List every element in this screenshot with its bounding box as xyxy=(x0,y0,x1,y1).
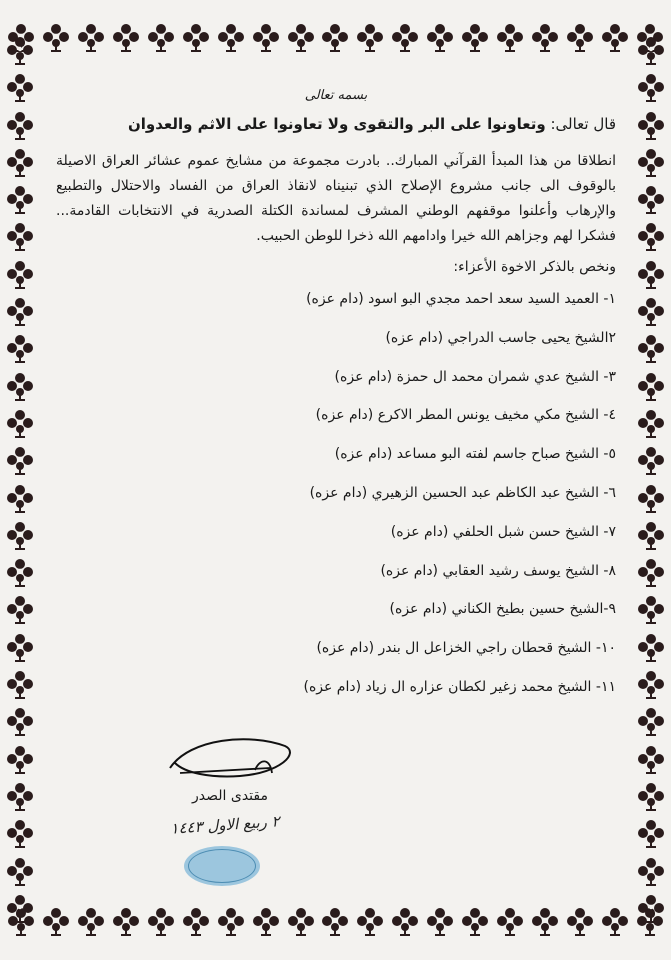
floral-ornament-icon xyxy=(5,409,35,439)
floral-ornament-icon xyxy=(5,745,35,775)
floral-ornament-icon xyxy=(111,23,141,53)
list-item: ٣- الشيخ عدي شمران محمد ال حمزة (دام عزه) xyxy=(334,368,616,385)
list-item: ٤- الشيخ مكي مخيف يونس المطر الاكرع (دام عزه) xyxy=(315,407,616,424)
floral-ornament-icon xyxy=(565,907,595,937)
floral-ornament-icon xyxy=(5,894,35,924)
floral-ornament-icon xyxy=(636,222,666,252)
floral-ornament-icon xyxy=(636,185,666,215)
floral-ornament-icon xyxy=(111,907,141,937)
floral-ornament-icon xyxy=(5,111,35,141)
floral-ornament-icon xyxy=(5,521,35,551)
floral-ornament-icon xyxy=(76,23,106,53)
verse-text: وتعاونوا على البر والتقوى ولا تعاونوا على الاثم والعدوان xyxy=(127,115,546,133)
floral-ornament-icon xyxy=(216,23,246,53)
floral-ornament-icon xyxy=(636,111,666,141)
floral-ornament-icon xyxy=(636,334,666,364)
floral-ornament-icon xyxy=(565,23,595,53)
floral-ornament-icon xyxy=(5,73,35,103)
floral-ornament-icon xyxy=(5,857,35,887)
floral-ornament-icon xyxy=(286,907,316,937)
floral-ornament-icon xyxy=(216,907,246,937)
signature-date: ٢ ربيع الاول ١٤٤٣ xyxy=(169,812,281,838)
floral-ornament-icon xyxy=(5,670,35,700)
floral-ornament-icon xyxy=(530,907,560,937)
floral-ornament-icon xyxy=(390,23,420,53)
floral-ornament-icon xyxy=(5,222,35,252)
list-item: ١١- الشيخ محمد زغير لكطان عزاره ال زياد (دام عزه) xyxy=(303,678,616,695)
seal-stamp xyxy=(184,846,260,886)
floral-ornament-icon xyxy=(286,23,316,53)
floral-ornament-icon xyxy=(636,372,666,402)
floral-ornament-icon xyxy=(5,148,35,178)
floral-ornament-icon xyxy=(636,595,666,625)
floral-ornament-icon xyxy=(5,36,35,66)
floral-ornament-icon xyxy=(636,745,666,775)
floral-ornament-icon xyxy=(636,409,666,439)
floral-ornament-icon xyxy=(425,23,455,53)
floral-ornament-icon xyxy=(5,260,35,290)
floral-ornament-icon xyxy=(600,907,630,937)
floral-ornament-icon xyxy=(5,558,35,588)
border-left xyxy=(0,30,40,930)
floral-ornament-icon xyxy=(251,907,281,937)
list-item: ٨- الشيخ يوسف رشيد العقابي (دام عزه) xyxy=(380,562,616,579)
seal-ring xyxy=(188,849,256,883)
floral-ornament-icon xyxy=(636,558,666,588)
handwritten-signature xyxy=(160,728,300,788)
floral-ornament-icon xyxy=(5,446,35,476)
quran-verse xyxy=(56,115,616,133)
list-item: ٥- الشيخ صباح جاسم لفته البو مساعد (دام عزه) xyxy=(334,446,616,463)
floral-ornament-icon xyxy=(636,260,666,290)
floral-ornament-icon xyxy=(636,297,666,327)
list-item: ٧- الشيخ حسن شبل الحلفي (دام عزه) xyxy=(390,523,616,540)
floral-ornament-icon xyxy=(460,23,490,53)
floral-ornament-icon xyxy=(355,907,385,937)
floral-ornament-icon xyxy=(495,907,525,937)
floral-ornament-icon xyxy=(636,521,666,551)
floral-ornament-icon xyxy=(636,894,666,924)
floral-ornament-icon xyxy=(41,23,71,53)
floral-ornament-icon xyxy=(181,907,211,937)
floral-ornament-icon xyxy=(425,907,455,937)
floral-ornament-icon xyxy=(600,23,630,53)
list-item: ١- العميد السيد سعد احمد مجدي البو اسود (دام عزه) xyxy=(306,291,616,307)
floral-ornament-icon xyxy=(355,23,385,53)
main-paragraph: انطلاقا من هذا المبدأ القرآني المبارك.. بادرت مجموعة من مشايخ عموم عشائر العراق الاصيلة بالوقوف الى جانب مشروع الإصلاح الذي تبنيناه لانقاذ العراق من الفساد والاحتلال والتطبيع والإرهاب وأعلنوا موقفهم الوطني المشرف لمساندة الكتلة الصدرية في الانتخابات القادمة... فشكرا لهم وجزاهم الله خيرا وادامهم الله ذخرا للوطن الحبيب. xyxy=(56,153,616,244)
border-bottom xyxy=(0,906,671,938)
floral-ornament-icon xyxy=(5,484,35,514)
floral-ornament-icon xyxy=(636,670,666,700)
floral-ornament-icon xyxy=(636,857,666,887)
floral-ornament-icon xyxy=(636,484,666,514)
floral-ornament-icon xyxy=(146,907,176,937)
floral-ornament-icon xyxy=(320,907,350,937)
floral-ornament-icon xyxy=(320,23,350,53)
floral-ornament-icon xyxy=(636,446,666,476)
floral-ornament-icon xyxy=(636,782,666,812)
floral-ornament-icon xyxy=(636,707,666,737)
floral-ornament-icon xyxy=(41,907,71,937)
letter-body xyxy=(56,88,616,888)
signature-block xyxy=(160,728,320,888)
floral-ornament-icon xyxy=(636,36,666,66)
list-item: ١٠- الشيخ قحطان راجي الخزاعل ال بندر (دام عزه) xyxy=(316,640,616,657)
list-item: ٦- الشيخ عبد الكاظم عبد الحسين الزهيري (دام عزه) xyxy=(309,484,616,501)
floral-ornament-icon xyxy=(5,297,35,327)
floral-ornament-icon xyxy=(530,23,560,53)
floral-ornament-icon xyxy=(5,595,35,625)
floral-ornament-icon xyxy=(495,23,525,53)
floral-ornament-icon xyxy=(251,23,281,53)
floral-ornament-icon xyxy=(390,907,420,937)
list-item: ٩-الشيخ حسين بطيخ الكناني (دام عزه) xyxy=(389,601,616,618)
floral-ornament-icon xyxy=(636,73,666,103)
floral-ornament-icon xyxy=(5,334,35,364)
floral-ornament-icon xyxy=(5,782,35,812)
border-top xyxy=(0,22,671,54)
border-right xyxy=(631,30,671,930)
list-item: ٢الشيخ يحيى جاسب الدراجي (دام عزه) xyxy=(385,329,616,346)
floral-ornament-icon xyxy=(636,633,666,663)
verse-lead: قال تعالى: xyxy=(545,115,616,133)
floral-ornament-icon xyxy=(181,23,211,53)
floral-ornament-icon xyxy=(5,633,35,663)
floral-ornament-icon xyxy=(5,185,35,215)
floral-ornament-icon xyxy=(5,707,35,737)
floral-ornament-icon xyxy=(5,372,35,402)
floral-ornament-icon xyxy=(5,819,35,849)
floral-ornament-icon xyxy=(636,819,666,849)
floral-ornament-icon xyxy=(146,23,176,53)
signatory-name: مقتدى الصدر xyxy=(192,788,268,804)
names-intro: ونخص بالذكر الاخوة الأعزاء: xyxy=(453,259,616,275)
floral-ornament-icon xyxy=(636,148,666,178)
basmala: بسمه تعالى xyxy=(304,88,368,103)
names-list xyxy=(56,289,616,716)
floral-ornament-icon xyxy=(76,907,106,937)
floral-ornament-icon xyxy=(460,907,490,937)
